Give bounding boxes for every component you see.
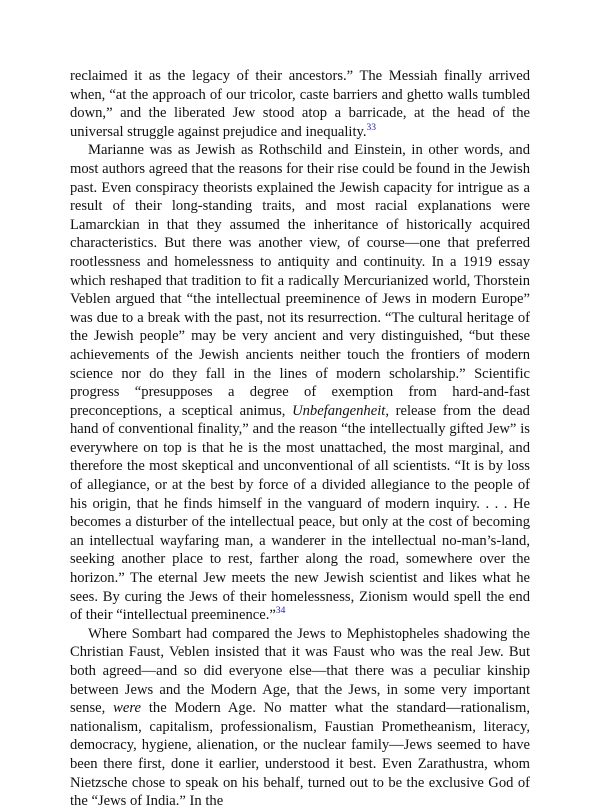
- paragraph-text: Marianne was as Jewish as Rothschild and Einstein, in other words, and most authors agreed that the reasons for their rise could be found in the Jewish past. Even conspiracy theorists explained the Jewish capacity for intrigue as a result of their long-standing traits, and most racial explanations were Lamarckian in that they assumed the inheritance of historically acquired characteristics. But there was another view, of course—one that preferred rootlessness and homelessness to antiquity and continuity. In a 1919 essay which reshaped that tradition to fit a radically Mercurianized world, Thorstein Veblen argued that “the intellectual preeminence of Jews in modern Europe” was due to a break with the past, not its resurrection. “The cultural heritage of the Jewish people” may be very ancient and very distinguished, “but these achievements of the Jewish ancients neither touch the frontiers of modern science nor do they fall in the lines of modern scholarship.” Scientific progress “presupposes a degree of exemption from hard-and-fast preconceptions, a sceptical animus,: [70, 142, 530, 419]
- paragraph-text: Where Sombart had compared the Jews to Mephistopheles shadowing the Christian Faust, Veblen insisted that it was Faust who was the real Jew. But both agreed—and so did everyone else—that there was a peculiar kinship between Jews and the Modern Age, that the Jews, in some very important sense,: [70, 625, 530, 717]
- italic-term: Unbefangenheit: [292, 402, 386, 419]
- paragraph-2: [70, 141, 530, 624]
- footnote-ref-34[interactable]: 34: [275, 606, 286, 617]
- paragraph-3: [70, 625, 530, 811]
- paragraph-1: [70, 67, 530, 141]
- footnote-ref-33[interactable]: 33: [366, 122, 377, 133]
- page-body: [70, 67, 530, 811]
- italic-emphasis: were: [113, 700, 141, 717]
- paragraph-text: reclaimed it as the legacy of their ancestors.” The Messiah finally arrived when, “at the approach of our tricolor, caste barriers and ghetto walls tumbled down,” and the liberated Jew stood atop a barricade, at the head of the universal struggle against prejudice and inequality.: [70, 68, 530, 140]
- paragraph-text: , release from the dead hand of conventional finality,” and the reason “the intellectually gifted Jew” is everywhere on top is that he is the most unattached, the most marginal, and therefore the most skeptical and unconventional of all scientists. “It is by loss of allegiance, or at the best by force of a divided allegiance to the people of his origin, that he finds himself in the vanguard of modern inquiry. . . . He becomes a disturber of the intellectual peace, but only at the cost of becoming an intellectual wayfaring man, a wanderer in the intellectual no-man’s-land, seeking another place to rest, farther along the road, somewhere over the horizon.” The eternal Jew meets the new Jewish scientist and likes what he sees. By curing the Jews of their homelessness, Zionism would spell the end of their “intellectual preeminence.”: [70, 402, 530, 624]
- paragraph-text: the Modern Age. No matter what the standard—rationalism, nationalism, capitalism, professionalism, Faustian Prometheanism, literacy, democracy, hygiene, alienation, or the nuclear family—Jews seemed to have been there first, done it earlier, understood it best. Even Zarathustra, whom Nietzsche chose to speak on his behalf, turned out to be the exclusive God of the “Jews of India.” In the: [70, 700, 530, 810]
